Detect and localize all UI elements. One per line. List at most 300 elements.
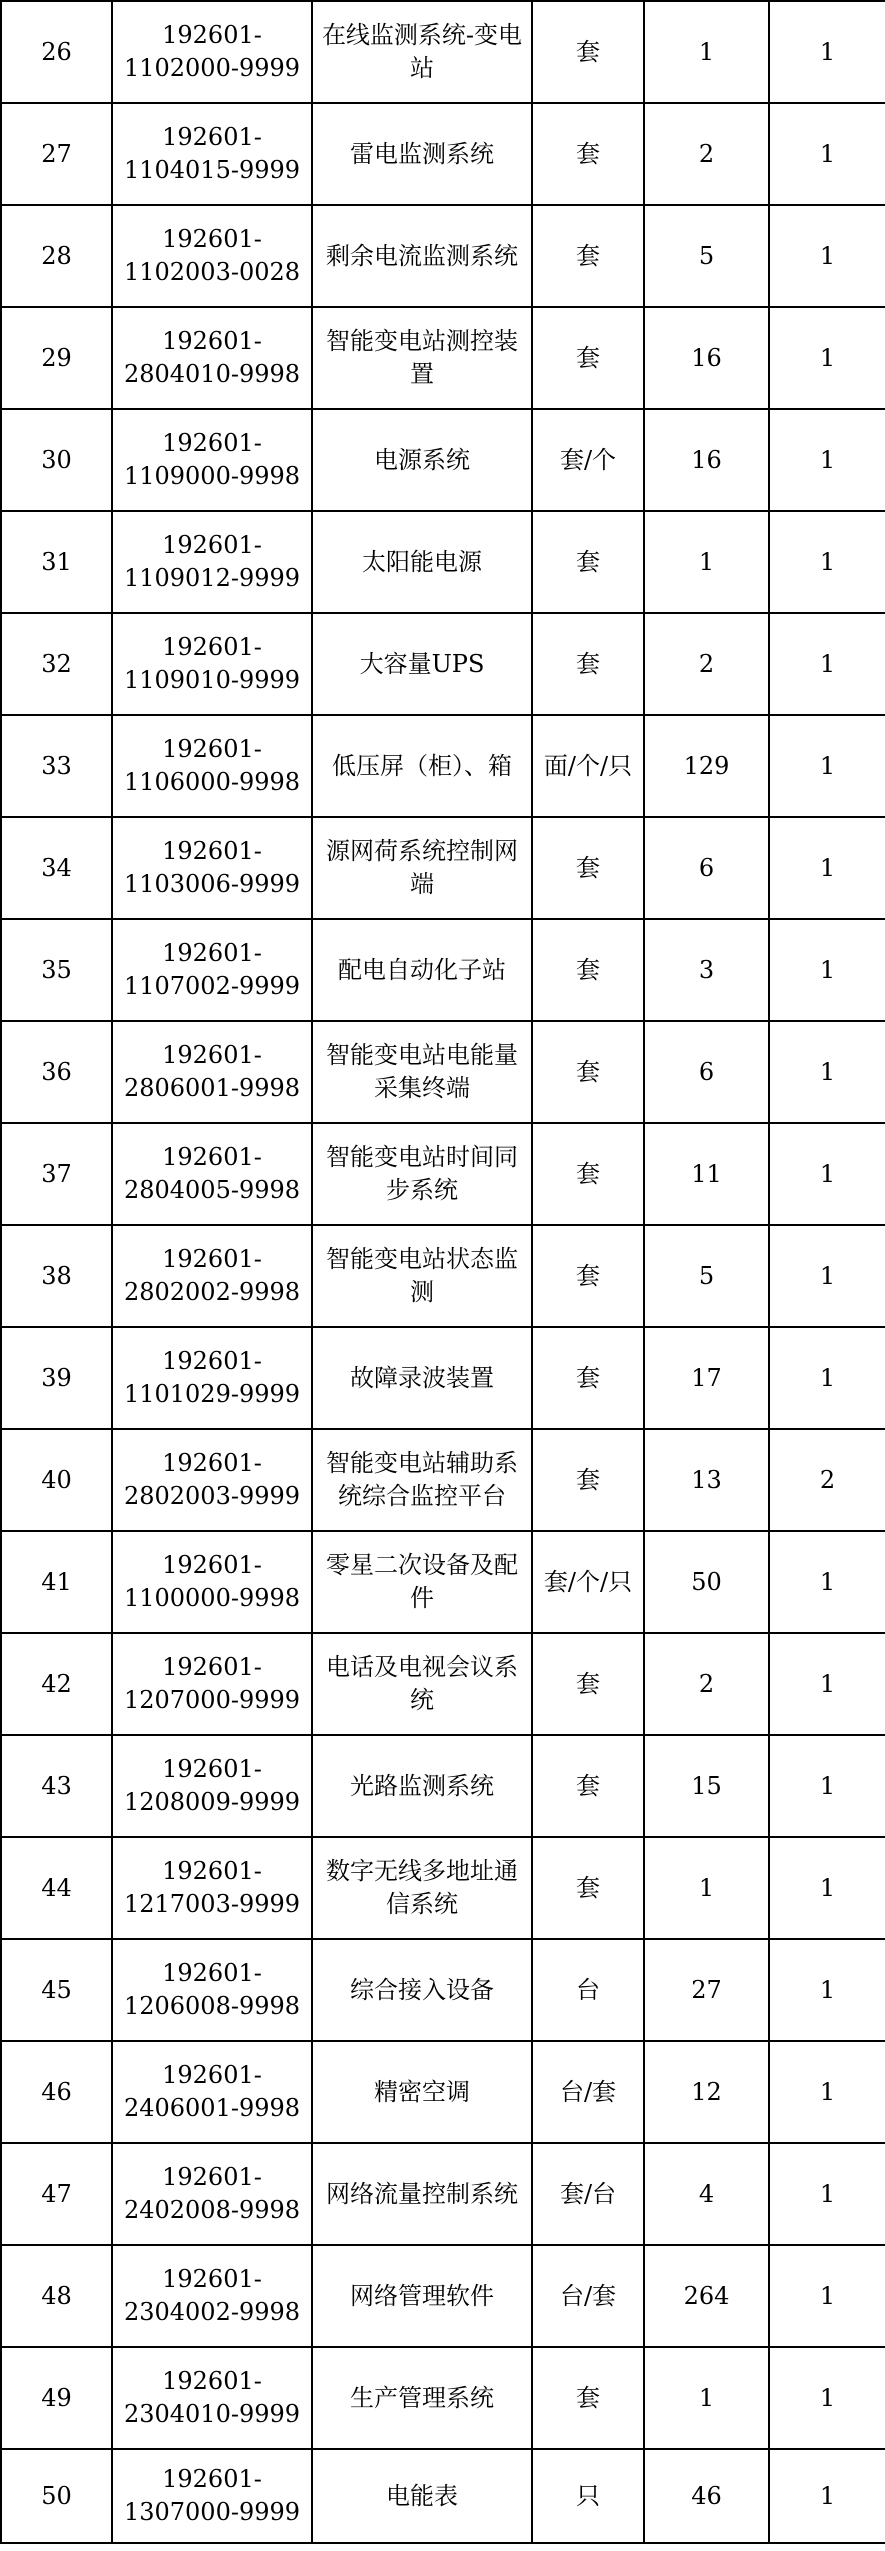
- material-code-suffix: 2806001-9998: [123, 1074, 301, 1102]
- lot-cell: [769, 307, 885, 409]
- unit-text: 套: [576, 343, 600, 372]
- material-code-prefix: 192601-: [162, 1041, 262, 1069]
- material-code-cell: [112, 2245, 312, 2347]
- equipment-name-cell: [312, 1429, 532, 1531]
- quantity-cell: [644, 205, 769, 307]
- unit-cell: [532, 2449, 644, 2543]
- lot-cell: [769, 511, 885, 613]
- material-code-prefix: 192601-: [162, 1755, 262, 1783]
- quantity-text: 12: [691, 2077, 722, 2106]
- row-number-cell: [1, 919, 112, 1021]
- row-number-cell: [1, 2041, 112, 2143]
- table-row: [1, 1123, 885, 1225]
- row-number-text: 44: [41, 1873, 72, 1902]
- table-row: [1, 715, 885, 817]
- quantity-text: 15: [691, 1771, 722, 1800]
- row-number-text: 32: [41, 649, 72, 678]
- material-code-prefix: 192601-: [162, 2465, 262, 2493]
- unit-text: 套: [576, 1873, 600, 1902]
- quantity-text: 1: [698, 37, 715, 66]
- quantity-text: 46: [691, 2481, 722, 2510]
- unit-text: 套: [576, 1771, 600, 1800]
- material-code-prefix: 192601-: [162, 735, 262, 763]
- lot-cell: [769, 1531, 885, 1633]
- lot-cell: [769, 1123, 885, 1225]
- row-number-cell: [1, 1633, 112, 1735]
- lot-text: 1: [819, 2481, 836, 2510]
- table-row: [1, 103, 885, 205]
- equipment-name-text: 数字无线多地址通信系统: [326, 1857, 518, 1918]
- equipment-name-text: 太阳能电源: [362, 547, 482, 576]
- equipment-name-text: 故障录波装置: [350, 1363, 494, 1392]
- material-code-suffix: 1207000-9999: [123, 1686, 301, 1714]
- row-number-cell: [1, 1531, 112, 1633]
- table-row: [1, 1429, 885, 1531]
- equipment-name-cell: [312, 1735, 532, 1837]
- equipment-name-text: 电能表: [386, 2481, 458, 2510]
- equipment-name-text: 综合接入设备: [350, 1975, 494, 2004]
- quantity-cell: [644, 1225, 769, 1327]
- material-code-prefix: 192601-: [162, 939, 262, 967]
- row-number-cell: [1, 2143, 112, 2245]
- equipment-name-cell: [312, 2347, 532, 2449]
- row-number-cell: [1, 205, 112, 307]
- row-number-cell: [1, 1735, 112, 1837]
- material-code-cell: [112, 2449, 312, 2543]
- unit-text: 套/个/只: [543, 1567, 633, 1596]
- lot-cell: [769, 103, 885, 205]
- quantity-text: 16: [691, 445, 722, 474]
- table-row: [1, 511, 885, 613]
- quantity-text: 3: [698, 955, 715, 984]
- equipment-name-cell: [312, 409, 532, 511]
- lot-text: 1: [819, 1771, 836, 1800]
- material-code-suffix: 1104015-9999: [123, 156, 301, 184]
- unit-text: 套: [576, 241, 600, 270]
- lot-cell: [769, 205, 885, 307]
- unit-text: 只: [576, 2481, 600, 2510]
- quantity-cell: [644, 1021, 769, 1123]
- unit-cell: [532, 1531, 644, 1633]
- unit-text: 台/套: [559, 2077, 617, 2106]
- material-code-cell: [112, 409, 312, 511]
- row-number-text: 46: [41, 2077, 72, 2106]
- quantity-cell: [644, 2347, 769, 2449]
- quantity-text: 129: [683, 751, 730, 780]
- lot-cell: [769, 1429, 885, 1531]
- quantity-text: 50: [691, 1567, 722, 1596]
- quantity-cell: [644, 1, 769, 103]
- equipment-name-cell: [312, 1837, 532, 1939]
- unit-text: 套: [576, 1057, 600, 1086]
- equipment-name-cell: [312, 1021, 532, 1123]
- material-code-prefix: 192601-: [162, 2061, 262, 2089]
- row-number-text: 34: [41, 853, 72, 882]
- row-number-text: 30: [41, 445, 72, 474]
- row-number-cell: [1, 1429, 112, 1531]
- table-row: [1, 1021, 885, 1123]
- material-code-suffix: 1217003-9999: [123, 1890, 301, 1918]
- lot-text: 1: [819, 241, 836, 270]
- equipment-name-cell: [312, 1531, 532, 1633]
- material-code-prefix: 192601-: [162, 1449, 262, 1477]
- equipment-name-text: 低压屏（柜）、箱: [332, 751, 512, 780]
- row-number-cell: [1, 1327, 112, 1429]
- lot-cell: [769, 1021, 885, 1123]
- equipment-name-text: 智能变电站电能量采集终端: [326, 1041, 518, 1102]
- material-code-prefix: 192601-: [162, 531, 262, 559]
- quantity-cell: [644, 2449, 769, 2543]
- unit-cell: [532, 2347, 644, 2449]
- row-number-text: 38: [41, 1261, 72, 1290]
- material-code-suffix: 1106000-9998: [123, 768, 301, 796]
- lot-text: 1: [819, 1567, 836, 1596]
- unit-text: 套: [576, 1669, 600, 1698]
- row-number-text: 50: [41, 2481, 72, 2510]
- table-row: [1, 2143, 885, 2245]
- row-number-text: 42: [41, 1669, 72, 1698]
- unit-cell: [532, 1939, 644, 2041]
- unit-cell: [532, 613, 644, 715]
- lot-cell: [769, 1939, 885, 2041]
- row-number-text: 41: [41, 1567, 72, 1596]
- quantity-text: 16: [691, 343, 722, 372]
- table-row: [1, 2449, 885, 2543]
- lot-text: 1: [819, 2077, 836, 2106]
- equipment-name-text: 大容量UPS: [359, 649, 485, 678]
- row-number-cell: [1, 2347, 112, 2449]
- material-code-prefix: 192601-: [162, 429, 262, 457]
- material-code-prefix: 192601-: [162, 837, 262, 865]
- quantity-text: 17: [691, 1363, 722, 1392]
- material-code-suffix: 1101029-9999: [123, 1380, 301, 1408]
- material-code-cell: [112, 2347, 312, 2449]
- row-number-cell: [1, 2245, 112, 2347]
- equipment-name-text: 生产管理系统: [350, 2383, 494, 2412]
- material-code-prefix: 192601-: [162, 225, 262, 253]
- row-number-cell: [1, 1, 112, 103]
- material-code-prefix: 192601-: [162, 327, 262, 355]
- table-row: [1, 1837, 885, 1939]
- row-number-text: 27: [41, 139, 72, 168]
- material-code-cell: [112, 1939, 312, 2041]
- table-row: [1, 2347, 885, 2449]
- unit-cell: [532, 307, 644, 409]
- material-code-prefix: 192601-: [162, 1857, 262, 1885]
- row-number-cell: [1, 1837, 112, 1939]
- row-number-text: 35: [41, 955, 72, 984]
- material-code-prefix: 192601-: [162, 21, 262, 49]
- lot-cell: [769, 1633, 885, 1735]
- lot-cell: [769, 2347, 885, 2449]
- material-code-cell: [112, 1531, 312, 1633]
- equipment-name-text: 网络流量控制系统: [326, 2179, 518, 2208]
- lot-cell: [769, 817, 885, 919]
- quantity-cell: [644, 715, 769, 817]
- quantity-cell: [644, 307, 769, 409]
- quantity-cell: [644, 919, 769, 1021]
- unit-text: 套: [576, 853, 600, 882]
- lot-cell: [769, 613, 885, 715]
- row-number-cell: [1, 1021, 112, 1123]
- quantity-cell: [644, 613, 769, 715]
- table-row: [1, 613, 885, 715]
- material-code-cell: [112, 103, 312, 205]
- quantity-cell: [644, 103, 769, 205]
- material-code-suffix: 2802002-9998: [123, 1278, 301, 1306]
- equipment-name-cell: [312, 715, 532, 817]
- unit-text: 套: [576, 955, 600, 984]
- quantity-text: 27: [691, 1975, 722, 2004]
- material-code-suffix: 1109010-9999: [123, 666, 301, 694]
- table-body: [1, 1, 885, 2543]
- equipment-name-cell: [312, 1939, 532, 2041]
- quantity-cell: [644, 1429, 769, 1531]
- lot-text: 1: [819, 37, 836, 66]
- lot-text: 1: [819, 1261, 836, 1290]
- material-code-cell: [112, 1, 312, 103]
- material-code-cell: [112, 919, 312, 1021]
- equipment-name-cell: [312, 919, 532, 1021]
- lot-text: 1: [819, 2383, 836, 2412]
- unit-text: 面/个/只: [543, 751, 633, 780]
- material-code-prefix: 192601-: [162, 2163, 262, 2191]
- equipment-name-text: 源网荷系统控制网端: [326, 837, 518, 898]
- unit-cell: [532, 1735, 644, 1837]
- quantity-text: 2: [698, 649, 715, 678]
- quantity-cell: [644, 1531, 769, 1633]
- equipment-name-cell: [312, 2143, 532, 2245]
- unit-text: 套: [576, 2383, 600, 2412]
- row-number-text: 26: [41, 37, 72, 66]
- quantity-cell: [644, 817, 769, 919]
- quantity-text: 1: [698, 1873, 715, 1902]
- quantity-cell: [644, 2041, 769, 2143]
- quantity-cell: [644, 1327, 769, 1429]
- unit-cell: [532, 1633, 644, 1735]
- equipment-name-cell: [312, 1327, 532, 1429]
- material-code-prefix: 192601-: [162, 2367, 262, 2395]
- material-code-suffix: 1109000-9998: [123, 462, 301, 490]
- unit-text: 套: [576, 37, 600, 66]
- lot-text: 1: [819, 649, 836, 678]
- material-code-cell: [112, 2143, 312, 2245]
- quantity-cell: [644, 1939, 769, 2041]
- table-row: [1, 1633, 885, 1735]
- quantity-text: 264: [683, 2281, 730, 2310]
- material-code-prefix: 192601-: [162, 1245, 262, 1273]
- quantity-text: 1: [698, 547, 715, 576]
- unit-text: 套: [576, 1261, 600, 1290]
- row-number-text: 33: [41, 751, 72, 780]
- lot-cell: [769, 2245, 885, 2347]
- lot-cell: [769, 715, 885, 817]
- quantity-text: 1: [698, 2383, 715, 2412]
- material-code-cell: [112, 1837, 312, 1939]
- unit-text: 台: [576, 1975, 600, 2004]
- material-code-cell: [112, 1429, 312, 1531]
- material-code-cell: [112, 2041, 312, 2143]
- lot-cell: [769, 409, 885, 511]
- quantity-cell: [644, 2143, 769, 2245]
- equipment-name-cell: [312, 307, 532, 409]
- table-row: [1, 2245, 885, 2347]
- unit-cell: [532, 919, 644, 1021]
- quantity-cell: [644, 1633, 769, 1735]
- unit-cell: [532, 1429, 644, 1531]
- equipment-name-cell: [312, 205, 532, 307]
- material-code-suffix: 1103006-9999: [123, 870, 301, 898]
- unit-cell: [532, 1837, 644, 1939]
- material-code-prefix: 192601-: [162, 1143, 262, 1171]
- unit-cell: [532, 511, 644, 613]
- table-row: [1, 307, 885, 409]
- equipment-name-text: 智能变电站辅助系统综合监控平台: [326, 1449, 518, 1510]
- lot-text: 1: [819, 343, 836, 372]
- unit-text: 台/套: [559, 2281, 617, 2310]
- row-number-text: 29: [41, 343, 72, 372]
- lot-text: 1: [819, 1669, 836, 1698]
- material-code-suffix: 1307000-9999: [123, 2498, 301, 2526]
- row-number-cell: [1, 103, 112, 205]
- equipment-name-text: 在线监测系统-变电站: [321, 21, 523, 82]
- row-number-text: 45: [41, 1975, 72, 2004]
- equipment-name-text: 光路监测系统: [350, 1771, 494, 1800]
- quantity-text: 5: [698, 241, 715, 270]
- material-code-cell: [112, 1327, 312, 1429]
- quantity-cell: [644, 409, 769, 511]
- unit-text: 套: [576, 139, 600, 168]
- material-code-suffix: 1102000-9999: [123, 54, 301, 82]
- equipment-name-text: 雷电监测系统: [350, 139, 494, 168]
- material-code-suffix: 2804010-9998: [123, 360, 301, 388]
- unit-cell: [532, 2245, 644, 2347]
- table-row: [1, 1531, 885, 1633]
- equipment-name-text: 电话及电视会议系统: [326, 1653, 518, 1714]
- equipment-name-cell: [312, 2041, 532, 2143]
- table-row: [1, 919, 885, 1021]
- row-number-text: 39: [41, 1363, 72, 1392]
- lot-text: 1: [819, 1057, 836, 1086]
- unit-text: 套/台: [559, 2179, 617, 2208]
- row-number-cell: [1, 307, 112, 409]
- quantity-text: 6: [698, 853, 715, 882]
- equipment-name-text: 精密空调: [374, 2077, 470, 2106]
- quantity-text: 11: [691, 1159, 722, 1188]
- unit-cell: [532, 1021, 644, 1123]
- equipment-name-cell: [312, 2245, 532, 2347]
- lot-cell: [769, 2143, 885, 2245]
- row-number-text: 31: [41, 547, 72, 576]
- quantity-cell: [644, 2245, 769, 2347]
- lot-text: 1: [819, 547, 836, 576]
- row-number-text: 36: [41, 1057, 72, 1086]
- unit-cell: [532, 205, 644, 307]
- row-number-cell: [1, 817, 112, 919]
- lot-cell: [769, 919, 885, 1021]
- equipment-name-cell: [312, 1225, 532, 1327]
- unit-cell: [532, 1225, 644, 1327]
- material-code-prefix: 192601-: [162, 633, 262, 661]
- material-code-prefix: 192601-: [162, 123, 262, 151]
- material-code-cell: [112, 205, 312, 307]
- unit-text: 套: [576, 1159, 600, 1188]
- material-code-prefix: 192601-: [162, 1959, 262, 1987]
- row-number-text: 37: [41, 1159, 72, 1188]
- material-code-cell: [112, 307, 312, 409]
- material-code-suffix: 2304002-9998: [123, 2298, 301, 2326]
- material-code-suffix: 1208009-9999: [123, 1788, 301, 1816]
- row-number-cell: [1, 1123, 112, 1225]
- equipment-name-cell: [312, 817, 532, 919]
- unit-text: 套: [576, 649, 600, 678]
- equipment-name-text: 智能变电站状态监测: [326, 1245, 518, 1306]
- material-code-suffix: 1206008-9998: [123, 1992, 301, 2020]
- lot-cell: [769, 1837, 885, 1939]
- equipment-name-cell: [312, 511, 532, 613]
- lot-text: 1: [819, 2179, 836, 2208]
- material-code-suffix: 1102003-0028: [123, 258, 301, 286]
- table-row: [1, 1225, 885, 1327]
- unit-cell: [532, 715, 644, 817]
- lot-text: 1: [819, 1159, 836, 1188]
- equipment-name-text: 智能变电站时间同步系统: [326, 1143, 518, 1204]
- material-code-prefix: 192601-: [162, 1653, 262, 1681]
- lot-text: 1: [819, 139, 836, 168]
- lot-cell: [769, 1735, 885, 1837]
- quantity-text: 2: [698, 139, 715, 168]
- material-code-suffix: 2304010-9999: [123, 2400, 301, 2428]
- quantity-text: 5: [698, 1261, 715, 1290]
- quantity-text: 6: [698, 1057, 715, 1086]
- unit-cell: [532, 2041, 644, 2143]
- material-code-prefix: 192601-: [162, 1551, 262, 1579]
- material-code-cell: [112, 1633, 312, 1735]
- row-number-cell: [1, 1939, 112, 2041]
- quantity-cell: [644, 1735, 769, 1837]
- material-code-cell: [112, 817, 312, 919]
- unit-cell: [532, 1123, 644, 1225]
- row-number-cell: [1, 2449, 112, 2543]
- material-code-prefix: 192601-: [162, 2265, 262, 2293]
- unit-cell: [532, 409, 644, 511]
- table-row: [1, 1, 885, 103]
- quantity-text: 4: [698, 2179, 715, 2208]
- equipment-name-text: 剩余电流监测系统: [326, 241, 518, 270]
- quantity-cell: [644, 1837, 769, 1939]
- lot-text: 1: [819, 445, 836, 474]
- material-code-cell: [112, 715, 312, 817]
- lot-cell: [769, 2449, 885, 2543]
- equipment-name-cell: [312, 103, 532, 205]
- unit-text: 套: [576, 1465, 600, 1494]
- equipment-name-cell: [312, 1, 532, 103]
- lot-cell: [769, 1225, 885, 1327]
- unit-cell: [532, 817, 644, 919]
- material-code-cell: [112, 1225, 312, 1327]
- table-row: [1, 2041, 885, 2143]
- row-number-cell: [1, 715, 112, 817]
- row-number-text: 43: [41, 1771, 72, 1800]
- table-row: [1, 1327, 885, 1429]
- row-number-cell: [1, 1225, 112, 1327]
- material-code-suffix: 2804005-9998: [123, 1176, 301, 1204]
- material-code-suffix: 2802003-9999: [123, 1482, 301, 1510]
- lot-text: 1: [819, 955, 836, 984]
- quantity-text: 2: [698, 1669, 715, 1698]
- row-number-cell: [1, 511, 112, 613]
- table-row: [1, 1939, 885, 2041]
